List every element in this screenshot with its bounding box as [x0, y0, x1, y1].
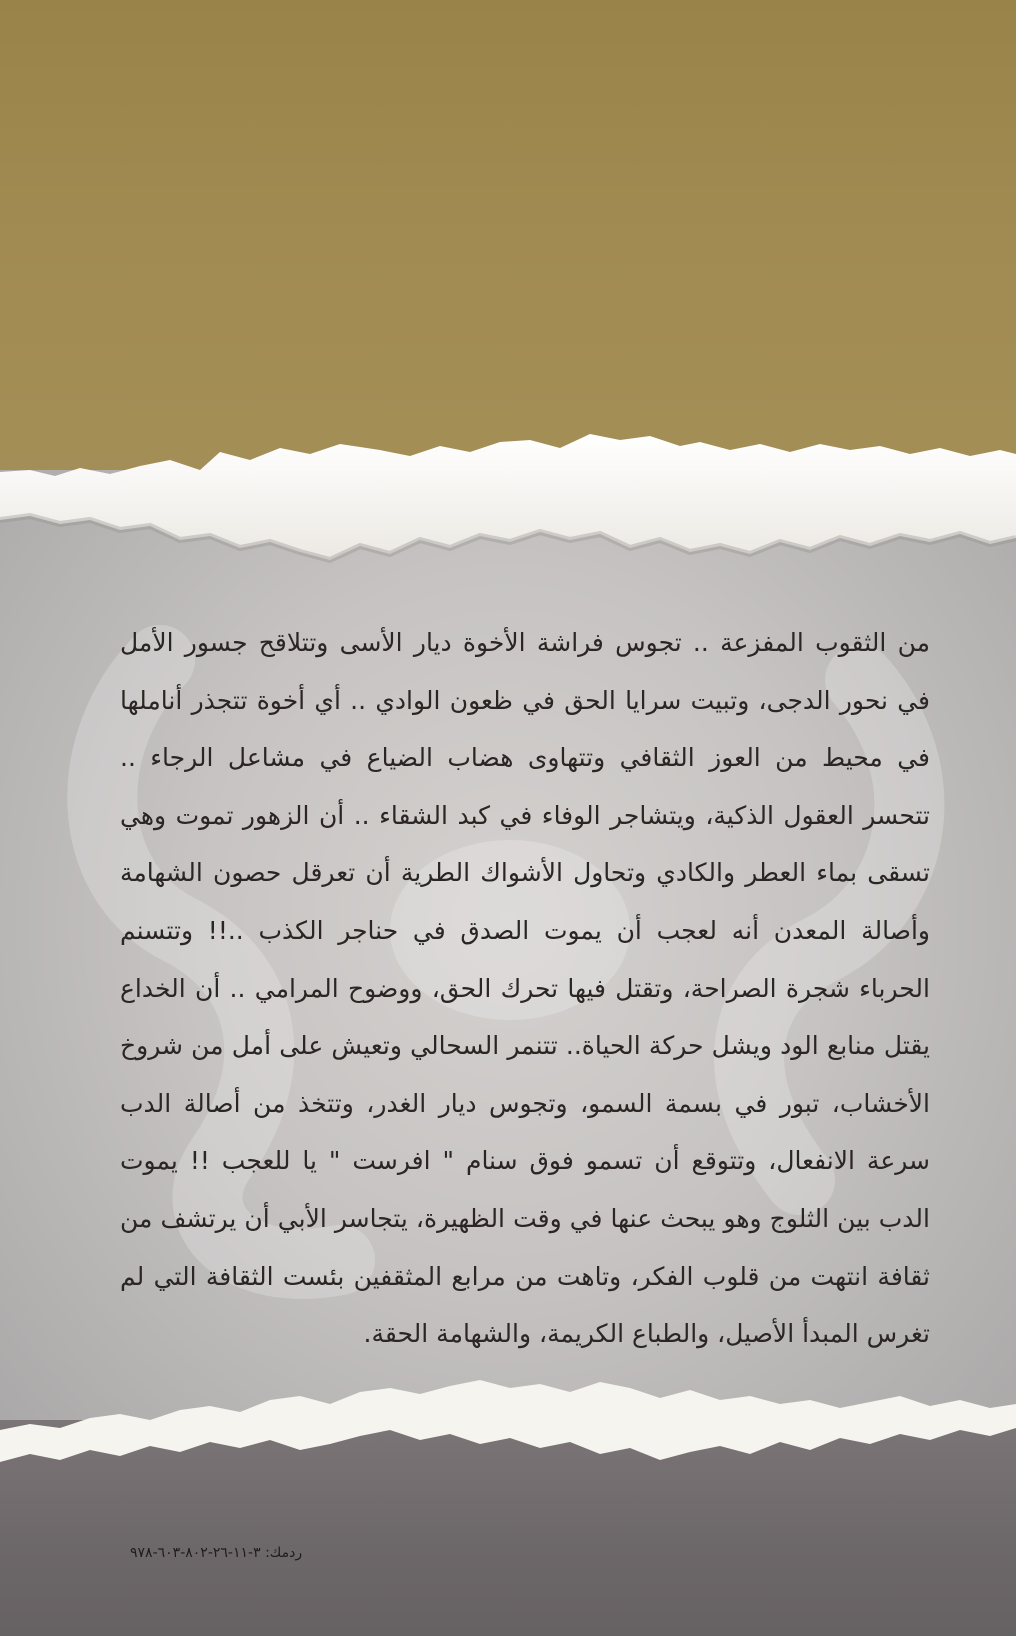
isbn-line [130, 1545, 410, 1561]
back-cover-blurb: من الثقوب المفزعة .. تجوس فراشة الأخوة ديار الأسى وتتلاقح جسور الأمل في نحور الدجى، وتبيت سرايا الحق في ظعون الوادي .. أي أخوة تتجذر أناملها في محيط من العوز الثقافي وتتهاوى هضاب الضياع في مشاعل الرجاء .. تتحسر العقول الذكية، ويتشاجر الوفاء في كبد الشقاء .. أن الزهور تموت وهي تسقى بماء العطر والكادي وتحاول الأشواك الطرية أن تعرقل حصون الشهامة وأصالة المعدن أنه لعجب أن يموت الصدق في حناجر الكذب ..!! وتتسنم الحرباء شجرة الصراحة، وتقتل فيها تحرك الحق، ووضوح المرامي .. أن الخداع يقتل منابع الود ويشل حركة الحياة.. تتنمر السحالي وتعيش على أمل من شروخ الأخشاب، تبور في بسمة السمو، وتجوس ديار الغدر، وتتخذ من أصالة الدب سرعة الانفعال، وتتوقع أن تسمو فوق سنام " افرست " يا للعجب !! يموت الدب بين الثلوج وهو يبحث عنها في وقت الظهيرة، يتجاسر الأبي أن يرتشف من ثقافة انتهت من قلوب الفكر، وتاهت من مرابع المثقفين بئست الثقافة التي لم تغرس المبدأ الأصيل، والطباع الكريمة، والشهامة الحقة. [120, 628, 930, 1349]
torn-paper-bottom [0, 1370, 1016, 1480]
isbn-label: ردمك: [265, 1545, 303, 1561]
torn-paper-top [0, 430, 1016, 590]
isbn-number: ٣-١١-٢٦-٨٠٢-٦٠٣-٩٧٨ [130, 1545, 261, 1561]
